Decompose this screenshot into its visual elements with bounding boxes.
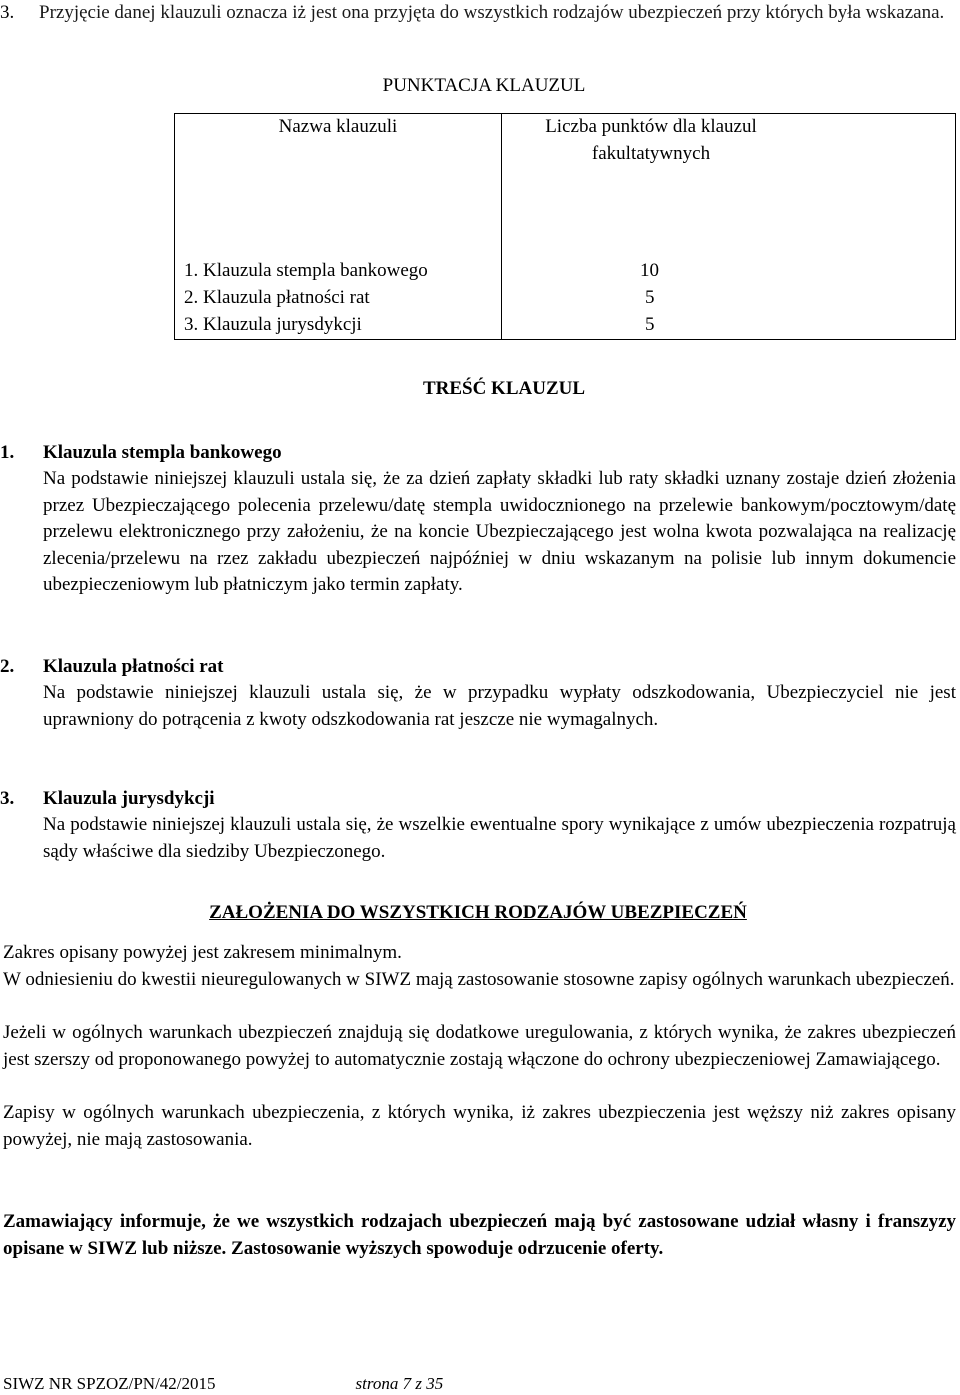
table-row-points: 5 (645, 314, 655, 335)
assumptions-paragraph: Jeżeli w ogólnych warunkach ubezpieczeń znajdują się dodatkowe uregulowania, z których wynika, że zakres ubezpieczeń jest szerszy od proponowanego powyżej to automatycznie zostają włączone do ochrony ubezpieczeniowej Zamawiającego. (3, 1022, 956, 1070)
scoring-table (174, 113, 956, 340)
clause-3-text: Na podstawie niniejszej klauzuli ustala się, że wszelkie ewentualne spory wynikające z umów ubezpieczenia rozpatrują sądy właściwe dla siedziby Ubezpieczonego. (43, 814, 956, 862)
assumptions-paragraph: Zakres opisany powyżej jest zakresem minimalnym. (3, 942, 402, 963)
intro-number: 3. (0, 2, 15, 23)
content-title: TREŚĆ KLAUZUL (422, 378, 586, 399)
header-points: Liczba punktów dla klauzul fakultatywnych (545, 116, 757, 164)
scoring-title: PUNKTACJA KLAUZUL (382, 75, 586, 96)
clause-1-heading (0, 440, 282, 467)
clause-title: Klauzula jurysdykcji (43, 788, 215, 809)
clause-number: 3. (0, 788, 15, 809)
clause-2-text: Na podstawie niniejszej klauzuli ustala się, że w przypadku wypłaty odszkodowania, Ubezpieczyciel nie jest uprawniony do potrącenia z kwoty odszkodowania rat jeszcze nie wymagalnych. (43, 682, 956, 730)
intro-text: Przyjęcie danej klauzuli oznacza iż jest ona przyjęta do wszystkich rodzajów ubezpieczeń przy których była wskazana. (39, 2, 945, 23)
assumptions-title: ZAŁOŻENIA DO WSZYSTKICH RODZAJÓW UBEZPIECZEŃ (209, 902, 747, 923)
table-row-name: 3. Klauzula jurysdykcji (184, 314, 362, 335)
clause-title: Klauzula stempla bankowego (43, 442, 282, 463)
table-row-points: 10 (640, 260, 659, 281)
clause-2-heading (0, 654, 224, 681)
page-footer (3, 1374, 443, 1394)
clause-title: Klauzula płatności rat (43, 656, 224, 677)
intro-paragraph (0, 0, 960, 27)
page-number: strona 7 z 35 (355, 1374, 444, 1393)
clause-number: 2. (0, 656, 15, 677)
clause-3-heading (0, 786, 215, 813)
deductibles-notice: Zamawiający informuje, że we wszystkich rodzajach ubezpieczeń mają być zastosowane udział własny i franszyzy opisane w SIWZ lub niższe. Zastosowanie wyższych spowoduje odrzucenie oferty. (3, 1211, 956, 1259)
header-clause-name: Nazwa klauzuli (278, 116, 398, 137)
table-row-name: 1. Klauzula stempla bankowego (184, 260, 428, 281)
document-reference: SIWZ NR SPZOZ/PN/42/2015 (3, 1374, 216, 1393)
table-row-name: 2. Klauzula płatności rat (184, 287, 370, 308)
table-row-points: 5 (645, 287, 655, 308)
assumptions-paragraph: W odniesieniu do kwestii nieuregulowanych w SIWZ mają zastosowanie stosowne zapisy ogólnych warunkach ubezpieczeń. (3, 969, 955, 990)
clause-number: 1. (0, 442, 15, 463)
clause-1-text: Na podstawie niniejszej klauzuli ustala się, że za dzień zapłaty składki lub raty składki uznany zostaje dzień złożenia przez Ubezpieczającego polecenia przelewu/datę stempla uwidocznionego na przelewie bankowym/pocztowym/datę przelewu elektronicznego przy założeniu, że na koncie Ubezpieczającego jest wolna kwota pozwalająca na realizację zlecenia/przelewu na rzez zakładu ubezpieczeń najpóźniej w dniu wskazanym na polisie lub innym dokumencie ubezpieczeniowym lub płatniczym jako termin zapłaty. (43, 468, 956, 595)
assumptions-paragraph: Zapisy w ogólnych warunkach ubezpieczenia, z których wynika, iż zakres ubezpieczenia jest węższy niż zakres opisany powyżej, nie mają zastosowania. (3, 1102, 956, 1150)
